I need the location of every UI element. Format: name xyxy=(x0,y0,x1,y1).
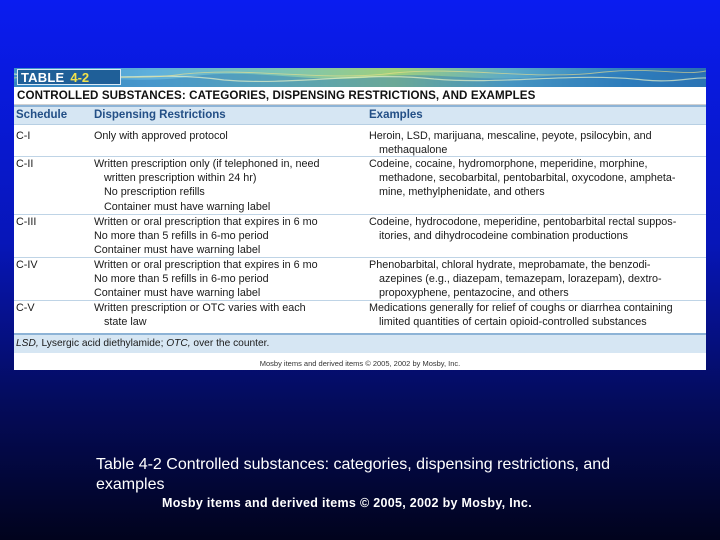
column-header-examples: Examples xyxy=(369,109,423,121)
footnote-abbr-lsd: LSD, xyxy=(16,338,39,349)
restriction-line: Written or oral prescription that expires in 6 mo xyxy=(94,216,318,228)
restriction-line: Container must have warning label xyxy=(94,287,261,300)
restriction-line: Container must have warning label xyxy=(94,244,261,257)
restriction-line: Only with approved protocol xyxy=(94,130,228,142)
example-line: methaqualone xyxy=(379,144,448,157)
table-row xyxy=(14,157,706,215)
example-line: Codeine, cocaine, hydromorphone, meperidine, morphine, xyxy=(369,158,648,170)
table-banner xyxy=(14,68,706,87)
schedule-cell: C-IV xyxy=(16,259,38,271)
column-header-schedule: Schedule xyxy=(16,109,68,121)
example-line: Codeine, hydrocodone, meperidine, pentobarbital rectal suppos- xyxy=(369,216,677,228)
table-image xyxy=(14,68,706,370)
restriction-line: written prescription within 24 hr) xyxy=(104,172,257,185)
schedule-cell: C-I xyxy=(16,130,31,142)
column-header-row xyxy=(14,105,706,125)
table-credit-line: Mosby items and derived items © 2005, 2002 by Mosby, Inc. xyxy=(259,359,461,368)
example-line: Medications generally for relief of coughs or diarrhea containing xyxy=(369,302,673,314)
restriction-line: Written prescription or OTC varies with each xyxy=(94,302,306,314)
restrictions-cell xyxy=(94,258,364,301)
footnote-abbr-otc: OTC, xyxy=(166,338,191,349)
restrictions-cell xyxy=(94,129,364,143)
restriction-line: No more than 5 refills in 6-mo period xyxy=(94,273,269,286)
table-body xyxy=(14,125,706,329)
restriction-line: Written or oral prescription that expires in 6 mo xyxy=(94,259,318,271)
restriction-line: state law xyxy=(104,316,147,329)
restriction-line: No more than 5 refills in 6-mo period xyxy=(94,230,269,243)
table-tag-number: 4-2 xyxy=(70,69,90,85)
examples-cell xyxy=(369,258,704,301)
footnote-text-lsd: Lysergic acid diethylamide; xyxy=(38,338,167,349)
restriction-line: Written prescription only (if telephoned in, need xyxy=(94,158,320,170)
example-line: azepines (e.g., diazepam, temazepam, lorazepam), dextro- xyxy=(379,273,662,286)
table-row xyxy=(14,301,706,330)
table-row xyxy=(14,129,706,157)
table-number-tag xyxy=(17,69,121,85)
schedule-cell: C-III xyxy=(16,216,37,228)
restrictions-cell xyxy=(94,157,364,214)
restrictions-cell xyxy=(94,215,364,258)
example-line: Phenobarbital, chloral hydrate, meprobamate, the benzodi- xyxy=(369,259,651,271)
example-line: propoxyphene, pentazocine, and others xyxy=(379,287,569,300)
restriction-line: Container must have warning label xyxy=(104,200,271,213)
examples-cell xyxy=(369,215,704,243)
example-line: itories, and dihydrocodeine combination productions xyxy=(379,230,629,243)
column-header-restrictions: Dispensing Restrictions xyxy=(94,109,226,121)
example-line: Heroin, LSD, marijuana, mescaline, peyote, psilocybin, and xyxy=(369,130,652,142)
restriction-line: No prescription refills xyxy=(104,186,205,199)
examples-cell xyxy=(369,129,704,157)
table-heading: CONTROLLED SUBSTANCES: CATEGORIES, DISPENSING RESTRICTIONS, AND EXAMPLES xyxy=(14,87,706,105)
example-line: mine, methylphenidate, and others xyxy=(379,186,545,199)
example-line: limited quantities of certain opioid-controlled substances xyxy=(379,316,647,329)
restrictions-cell xyxy=(94,301,364,329)
schedule-cell: C-II xyxy=(16,158,34,170)
examples-cell xyxy=(369,157,704,200)
table-tag-word: TABLE xyxy=(21,69,65,85)
table-footnote xyxy=(14,333,706,353)
example-line: methadone, secobarbital, pentobarbital, oxycodone, ampheta- xyxy=(379,172,676,185)
table-row xyxy=(14,258,706,301)
examples-cell xyxy=(369,301,704,329)
footnote-text-otc: over the counter. xyxy=(190,338,270,349)
slide-credit: Mosby items and derived items © 2005, 2002 by Mosby, Inc. xyxy=(162,496,532,510)
table-row xyxy=(14,215,706,258)
schedule-cell: C-V xyxy=(16,302,35,314)
slide-caption: Table 4-2 Controlled substances: categories, dispensing restrictions, and examples xyxy=(96,456,611,493)
